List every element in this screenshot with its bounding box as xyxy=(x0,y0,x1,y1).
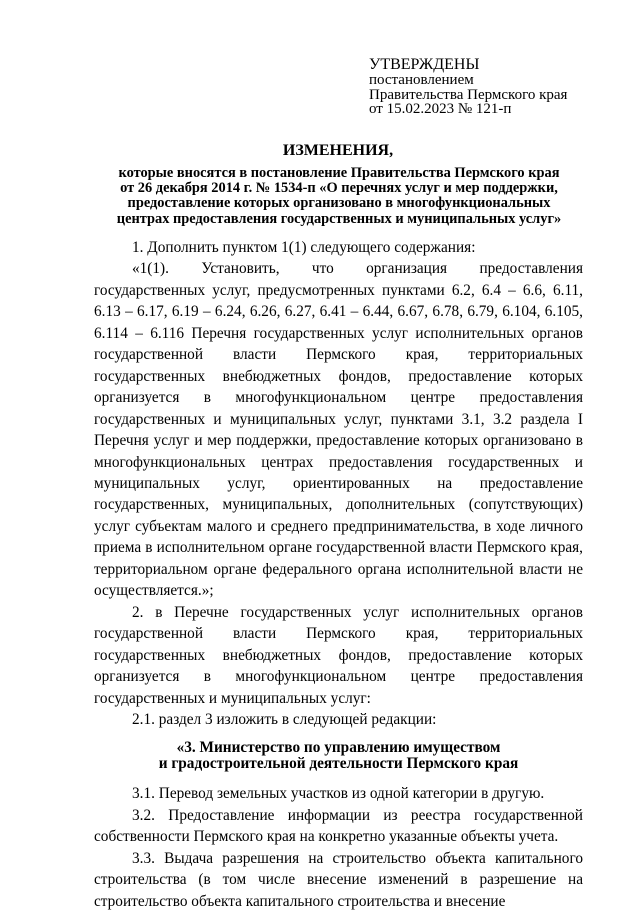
section-heading-line-1: «3. Министерство по управлению имуществом xyxy=(176,739,501,757)
approval-line-3: от 15.02.2023 № 121-п xyxy=(369,101,512,117)
subtitle-line-4: центрах предоставления государственных и муниципальных услуг» xyxy=(116,210,562,227)
approval-heading: УТВЕРЖДЕНЫ xyxy=(369,56,480,73)
document-title: ИЗМЕНЕНИЯ, xyxy=(282,142,394,159)
paragraph-1-1: «1(1). Установить, что организация предоставления государственных услуг, предусмотренных пунктами 6.2, 6.4 – 6.6, 6.11, 6.13 – 6.17, 6.19 – 6.24, 6.26, 6.27, 6.41 – 6.44, 6.67, 6.78, 6.79, 6.104, 6.105, 6.114 – 6.116 Перечня государственных услуг исполнительных органов государственной власти Пермского края, территориальных государственных внебюджетных фондов, предоставление которых организуется в многофункциональном центре предоставления государственных и муниципальных услуг, пунктами 3.1, 3.2 раздела I Перечня услуг и мер поддержки, предоставление которых организовано в многофункциональных центрах предоставления государственных и муниципальных услуг, ориентированных на предоставление государственных, муниципальных, дополнительных (сопутствующих) услуг субъектам малого и среднего предпринимательства, в ходе личного приема в исполнительном органе государственной власти Пермского края, территориальном органе федерального органа исполнительной власти не осуществляется.»; xyxy=(94,260,583,600)
paragraph-3-1: 3.1. Перевод земельных участков из одной категории в другую. xyxy=(132,785,545,803)
paragraph-2: 2. в Перечне государственных услуг исполнительных органов государственной власти Пермского края, территориальных государственных внебюджетных фондов, предоставление которых организуется в многофункциональном центре предоставления государственных и муниципальных услуг: xyxy=(94,603,583,707)
approval-stamp xyxy=(369,56,567,117)
paragraph-3-3: 3.3. Выдача разрешения на строительство объекта капитального строительства (в том числе внесение изменений в разрешение на строительство объекта капитального строительства и внесение xyxy=(94,849,583,910)
document-body xyxy=(94,237,583,912)
section-heading xyxy=(94,740,583,772)
paragraph-1: 1. Дополнить пунктом 1(1) следующего содержания: xyxy=(132,239,476,256)
subtitle-line-1: которые вносятся в постановление Правительства Пермского края xyxy=(118,165,560,181)
subtitle-line-3: предоставление которых организовано в многофункциональных xyxy=(127,195,551,212)
paragraph-3-2: 3.2. Предоставление информации из реестра государственной собственности Пермского края на конкретно указанные объекты учета. xyxy=(94,806,583,846)
approval-line-2: Правительства Пермского края xyxy=(369,86,568,103)
approval-line-1: постановлением xyxy=(369,72,474,88)
section-heading-line-2: и градостроительной деятельности Пермского края xyxy=(158,755,519,773)
subtitle-line-2: от 26 декабря 2014 г. № 1534-п «О перечнях услуг и мер поддержки, xyxy=(120,180,558,197)
paragraph-2-1: 2.1. раздел 3 изложить в следующей редакции: xyxy=(132,710,437,728)
document-subtitle xyxy=(88,166,590,227)
